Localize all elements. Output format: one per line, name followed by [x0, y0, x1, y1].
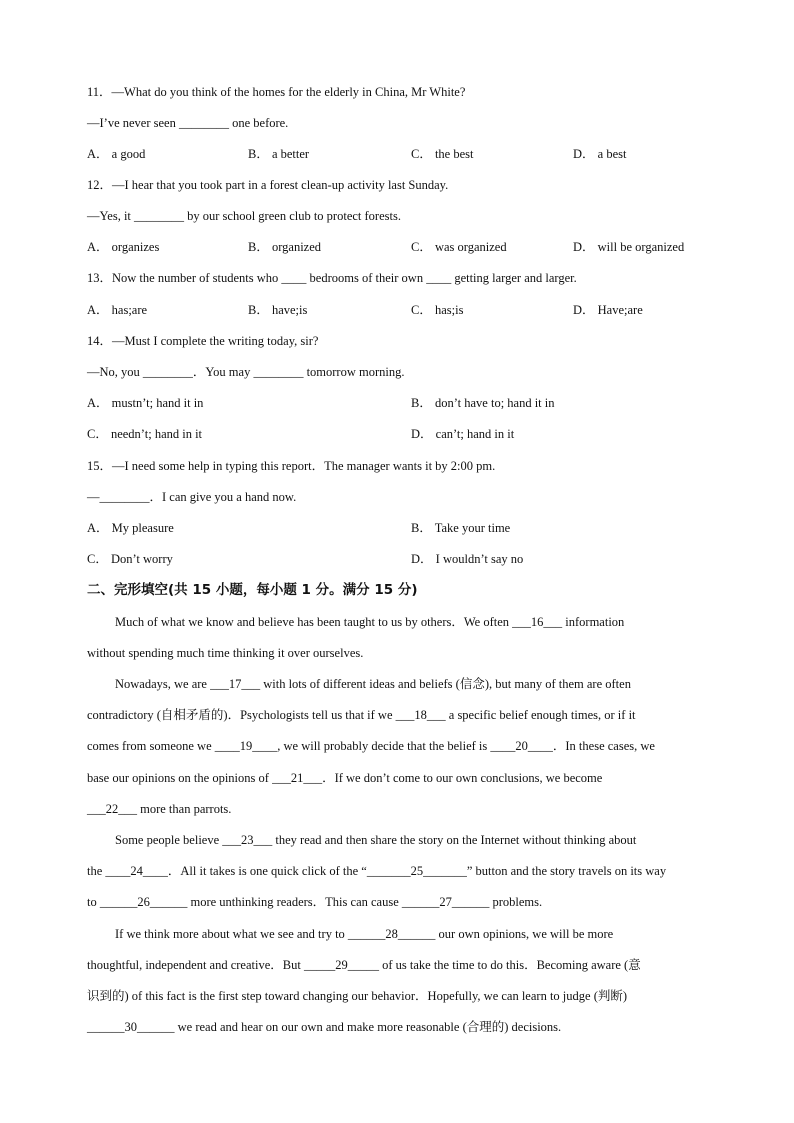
- passage-text: ．All it takes is one quick click of the “: [167, 864, 367, 878]
- passage-text: ” button and the story travels on its way: [466, 864, 667, 878]
- passage-text: base our opinions on the opinions of: [87, 771, 273, 785]
- question-12-stem: 12．—I hear that you took part in a forest clean-up activity last Sunday.: [87, 178, 449, 192]
- passage-text: to: [87, 895, 100, 909]
- passage-text: they read and then share the story on the Internet without thinking about: [272, 833, 637, 847]
- question-15-option-b: B． Take your time: [411, 521, 511, 535]
- passage-text: information: [562, 615, 625, 629]
- question-12-option-b: B． organized: [248, 240, 322, 254]
- passage-text: with lots of different ideas and beliefs (信念), but many of them are often: [260, 677, 631, 691]
- question-11-option-c: C． the best: [411, 147, 474, 161]
- passage-p2-line2: [87, 707, 712, 723]
- blank-26: ______26______: [99, 895, 188, 909]
- passage-p3-line2: [87, 863, 712, 879]
- blank-17: ___17___: [210, 677, 261, 691]
- blank-20: ____20____: [490, 739, 553, 753]
- passage-p2-line1: [115, 676, 740, 692]
- question-12-option-c: C． was organized: [411, 240, 507, 254]
- question-14-option-d: D． can’t; hand in it: [411, 427, 515, 441]
- blank-27: ______27______: [401, 895, 490, 909]
- question-14-reply: —No, you ________．You may ________ tomorrow morning.: [87, 365, 405, 379]
- question-15-reply: —________．I can give you a hand now.: [87, 490, 297, 504]
- passage-text: contradictory (自相矛盾的)．Psychologists tell us that if we: [87, 708, 396, 722]
- passage-p4-line3: 识到的) of this fact is the first step toward changing our behavior．Hopefully, we can learn to judge (判断): [87, 989, 628, 1003]
- question-12-option-d: D． will be organized: [573, 240, 685, 254]
- passage-text: , we will probably decide that the belief is: [277, 739, 491, 753]
- passage-text: a specific belief enough times, or if it: [445, 708, 636, 722]
- blank-30: ______30______: [87, 1020, 175, 1034]
- blank-23: ___23___: [222, 833, 273, 847]
- question-13-option-c: C． has;is: [411, 303, 464, 317]
- passage-text: Nowadays, we are: [115, 677, 211, 691]
- question-11-reply: —I’ve never seen ________ one before.: [87, 116, 289, 130]
- question-12-reply: —Yes, it ________ by our school green club to protect forests.: [87, 209, 401, 223]
- passage-text: comes from someone we: [87, 739, 215, 753]
- question-14-option-c: C． needn’t; hand in it: [87, 427, 203, 441]
- question-13-option-d: D． Have;are: [573, 303, 643, 317]
- passage-p2-line4: [87, 770, 712, 786]
- question-13-option-b: B． have;is: [248, 303, 308, 317]
- passage-p1-line2: without spending much time thinking it over ourselves.: [87, 646, 364, 660]
- passage-p4-line2: [87, 957, 712, 973]
- passage-text: our own opinions, we will be more: [435, 927, 614, 941]
- passage-text: we read and hear on our own and make more reasonable (合理的) decisions.: [174, 1020, 562, 1034]
- passage-text: more than parrots.: [137, 802, 232, 816]
- passage-text: the: [87, 864, 106, 878]
- passage-text: Some people believe: [115, 833, 223, 847]
- question-11-stem: 11．—What do you think of the homes for the elderly in China, Mr White?: [87, 85, 466, 99]
- question-11-option-a: A． a good: [87, 147, 146, 161]
- question-14-option-a: A． mustn’t; hand it in: [87, 396, 204, 410]
- question-15-option-d: D． I wouldn’t say no: [411, 552, 524, 566]
- passage-text: of us take the time to do this．Becoming aware (意: [378, 958, 641, 972]
- question-15-stem: 15．—I need some help in typing this report．The manager wants it by 2:00 pm.: [87, 459, 496, 473]
- question-11-option-b: B． a better: [248, 147, 310, 161]
- passage-text: Much of what we know and believe has been taught to us by others．We often: [115, 615, 513, 629]
- blank-18: ___18___: [395, 708, 446, 722]
- passage-text: problems.: [489, 895, 543, 909]
- blank-21: ___21___: [272, 771, 323, 785]
- question-14-stem: 14．—Must I complete the writing today, sir?: [87, 334, 319, 348]
- blank-28: ______28______: [347, 927, 436, 941]
- blank-25: _______25_______: [366, 864, 467, 878]
- blank-24: ____24____: [105, 864, 168, 878]
- question-15-option-c: C． Don’t worry: [87, 552, 173, 566]
- passage-text: more unthinking readers．This can cause: [187, 895, 402, 909]
- passage-p3-line1: [115, 832, 740, 848]
- passage-p4-line4: [87, 1019, 712, 1035]
- question-13-option-a: A． has;are: [87, 303, 148, 317]
- blank-19: ____19____: [214, 739, 278, 753]
- passage-text: ．If we don’t come to our own conclusions, we become: [322, 771, 603, 785]
- blank-16: ___16___: [512, 615, 563, 629]
- question-14-option-b: B． don’t have to; hand it in: [411, 396, 555, 410]
- passage-text: ．In these cases, we: [552, 739, 655, 753]
- passage-text: thoughtful, independent and creative．But: [87, 958, 304, 972]
- blank-22: ___22___: [87, 802, 137, 816]
- passage-text: If we think more about what we see and try to: [115, 927, 348, 941]
- passage-p2-line3: [87, 738, 712, 754]
- passage-p2-line5: [87, 801, 712, 817]
- passage-p1-line1: [115, 614, 740, 630]
- question-13-stem: 13．Now the number of students who ____ bedrooms of their own ____ getting larger and larger.: [87, 271, 577, 285]
- question-15-option-a: A． My pleasure: [87, 521, 174, 535]
- question-11-option-d: D． a best: [573, 147, 627, 161]
- section-heading: 二、完形填空(共 15 小题，每小题 1 分。满分 15 分): [87, 582, 418, 598]
- passage-p3-line3: [87, 894, 712, 910]
- question-12-option-a: A． organizes: [87, 240, 160, 254]
- passage-p4-line1: [115, 926, 740, 942]
- blank-29: _____29_____: [303, 958, 379, 972]
